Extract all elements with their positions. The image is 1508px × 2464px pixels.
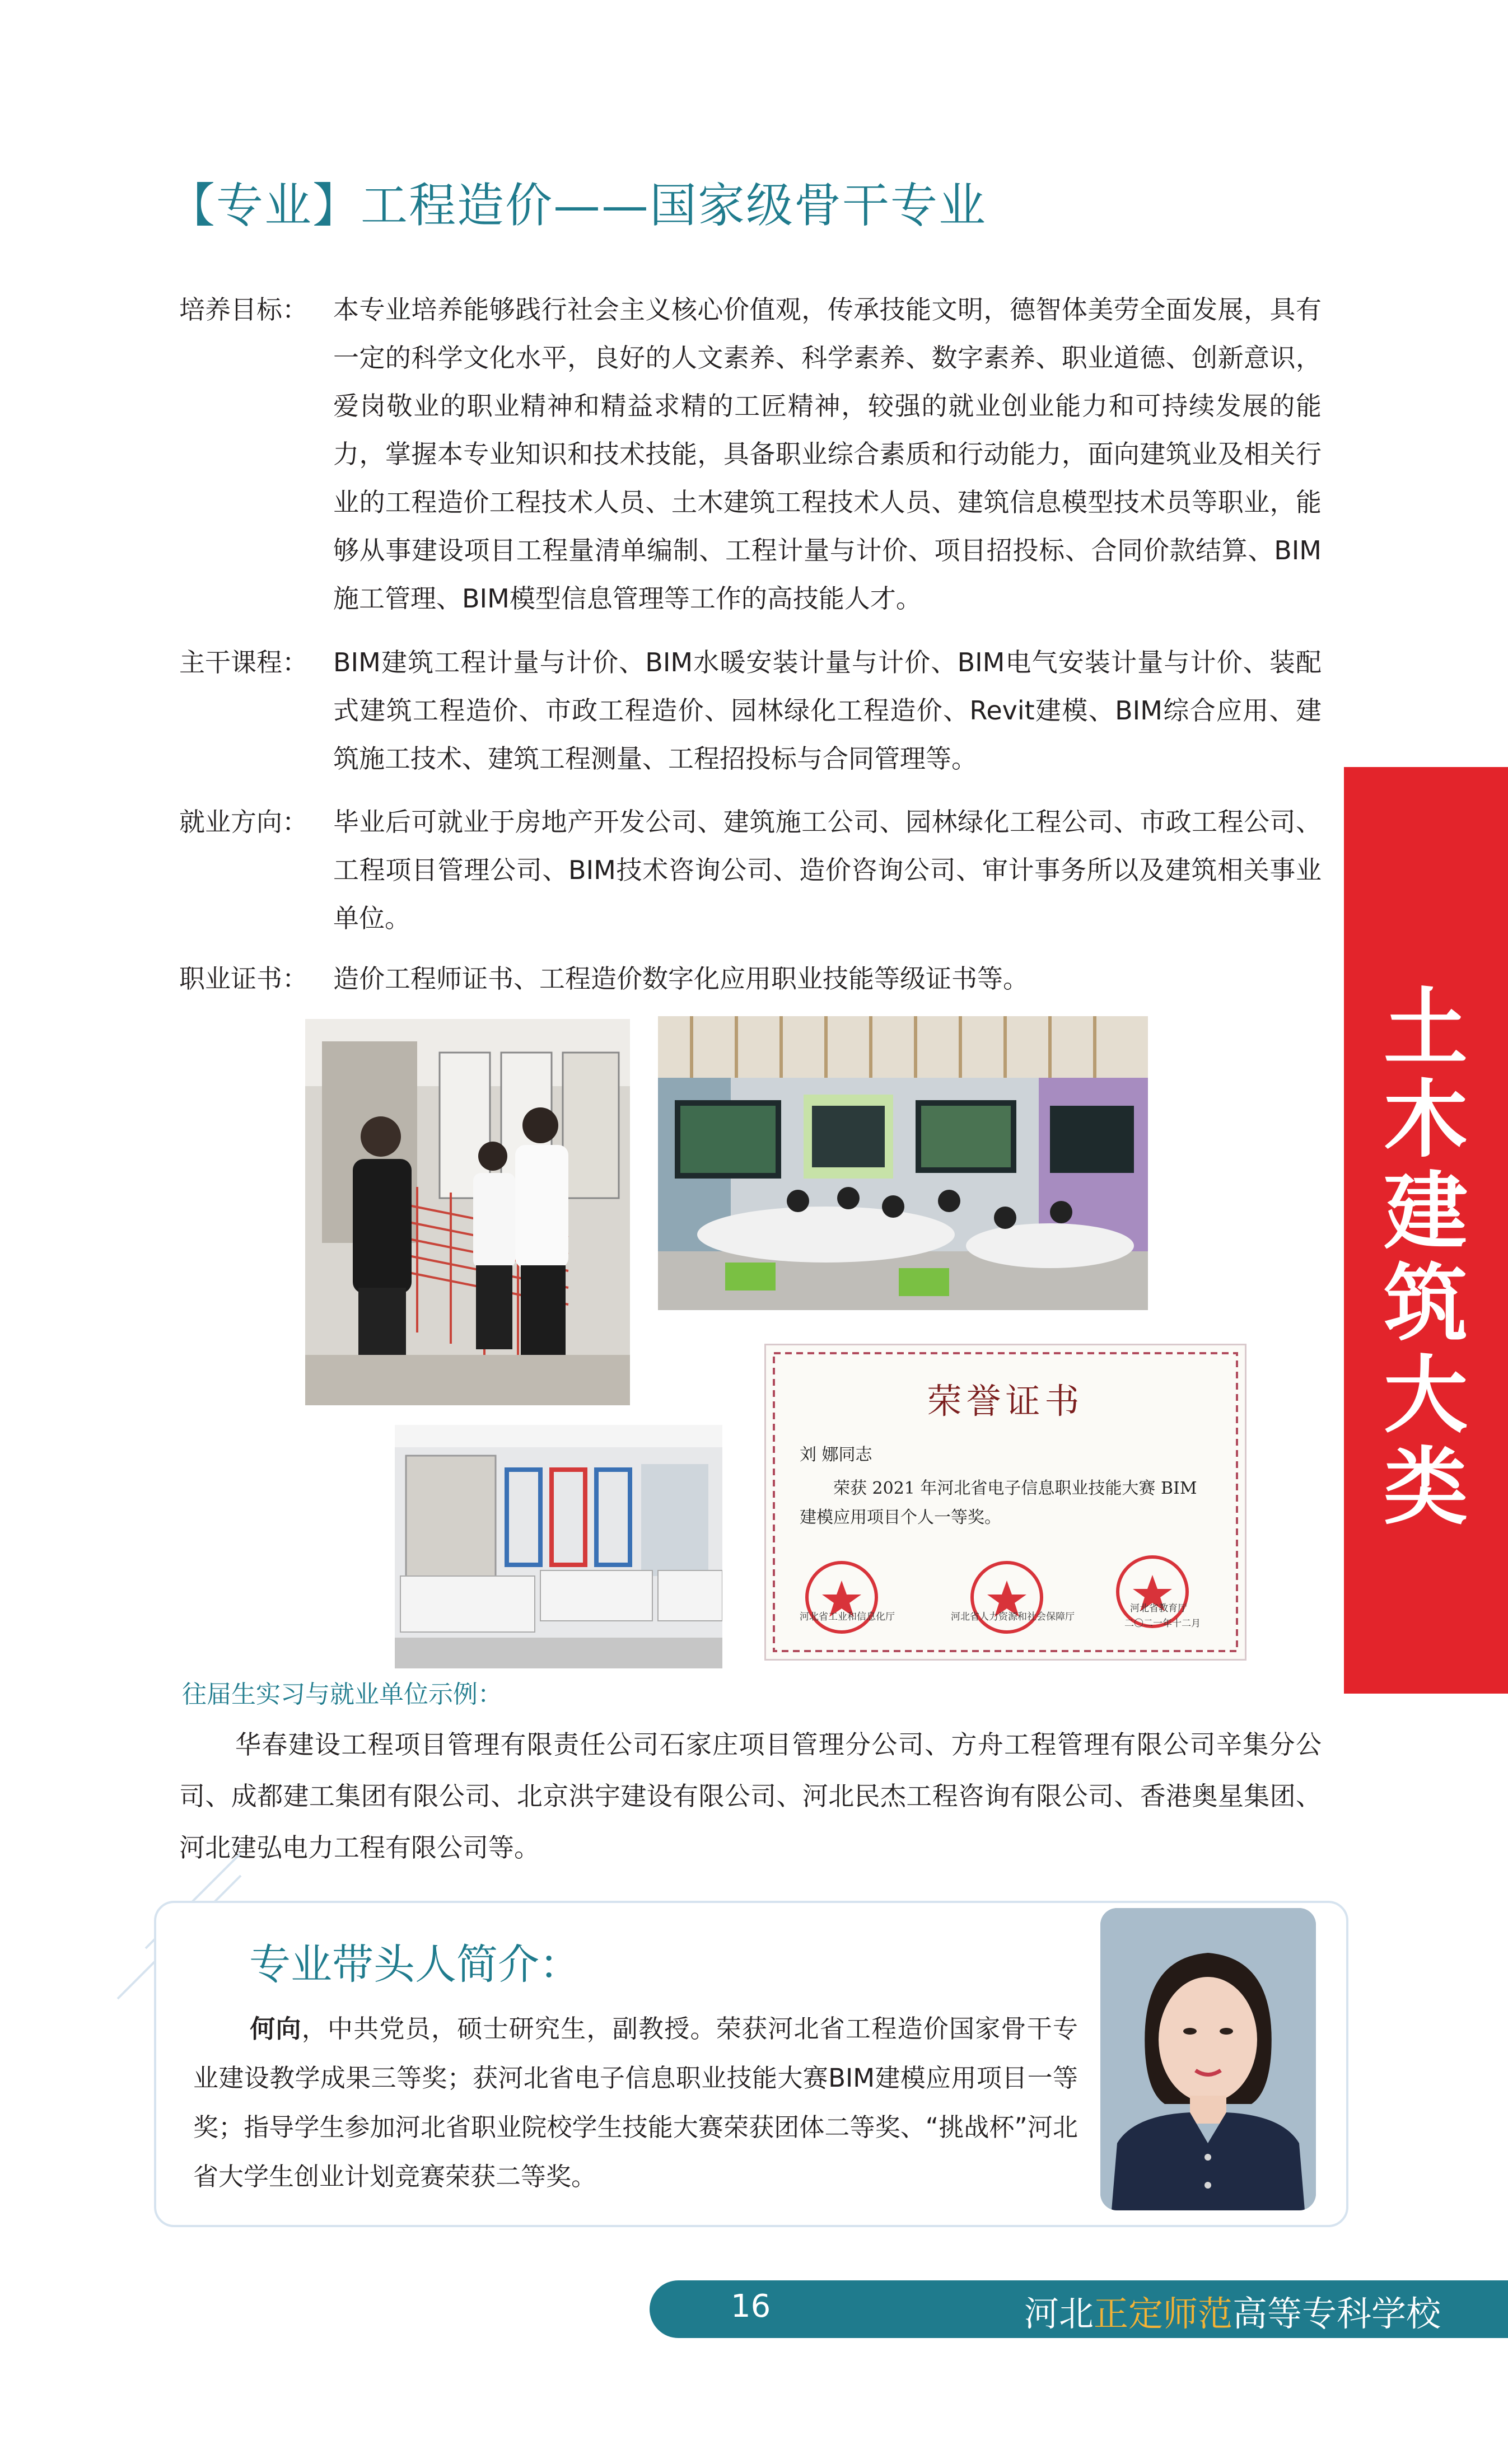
category-label: 土木建筑大类 <box>1383 980 1468 1536</box>
photo-computer-lab <box>658 1016 1148 1310</box>
page-title: 【专业】工程造价——国家级骨干专业 <box>168 178 987 233</box>
intern-text: 华春建设工程项目管理有限责任公司石家庄项目管理分公司、方舟工程管理有限公司辛集分公司、成都建工集团有限公司、北京洪宇建设有限公司、河北民杰工程咨询有限公司、香港奥星集团、河北建弘电力工程有限公司等。 <box>179 1729 1322 1863</box>
certificate-issuer-1: 河北省工业和信息化厅 <box>800 1611 895 1623</box>
leader-photo <box>1100 1908 1316 2210</box>
certificate-issuer-2: 河北省人力资源和社会保障厅 <box>951 1611 1075 1623</box>
section-text: 本专业培养能够践行社会主义核心价值观，传承技能文明，德智体美劳全面发展，具有一定的科学文化水平，良好的人文素养、科学素养、数字素养、职业道德、创新意识，爱岗敬业的职业精神和精益求精的工匠精神，较强的就业创业能力和可持续发展的能力，掌握本专业知识和技术技能，具备职业综合素质和行动能力，面向建筑业及相关行业的工程造价工程技术人员、土木建筑工程技术人员、建筑信息模型技术员等职业，能够从事建设项目工程量清单编制、工程计量与计价、项目招投标、合同价款结算、BIM施工管理、BIM模型信息管理等工作的高技能人才。 <box>333 294 1322 614</box>
section-text: BIM建筑工程计量与计价、BIM水暖安装计量与计价、BIM电气安装计量与计价、装配式建筑工程造价、市政工程造价、园林绿化工程造价、Revit建模、BIM综合应用、建筑施工技术、建筑工程测量、工程招投标与合同管理等。 <box>333 647 1322 774</box>
section-label: 职业证书： <box>179 964 308 994</box>
section-career <box>179 798 1322 942</box>
certificate-date: 二〇二一年十二月 <box>1124 1618 1201 1629</box>
section-training-goal <box>179 286 1322 623</box>
intern-title: 往届生实习与就业单位示例： <box>182 1680 502 1709</box>
section-label: 就业方向： <box>179 807 308 837</box>
school-name: 河北正定师范高等专科学校 <box>1024 2293 1441 2334</box>
section-core-courses <box>179 638 1322 783</box>
certificate-issuer-3: 河北省教育厅 <box>1130 1603 1187 1614</box>
section-text: 毕业后可就业于房地产开发公司、建筑施工公司、园林绿化工程公司、市政工程公司、工程项目管理公司、BIM技术咨询公司、造价咨询公司、审计事务所以及建筑相关事业单位。 <box>333 807 1322 933</box>
leader-title: 专业带头人简介： <box>249 1941 581 1989</box>
section-label: 培养目标： <box>179 294 308 325</box>
leader-name: 何向 <box>249 2014 302 2044</box>
school-name-highlight: 正定师范 <box>1093 2293 1232 2334</box>
page-number: 16 <box>731 2288 771 2325</box>
leader-description: ，中共党员，硕士研究生，副教授。荣获河北省工程造价国家骨干专业建设教学成果三等奖；获河北省电子信息职业技能大赛BIM建模应用项目一等奖；指导学生参加河北省职业院校学生技能大赛荣获团体二等奖、“挑战杯”河北省大学生创业计划竞赛荣获二等奖。 <box>193 2014 1078 2191</box>
footer-bar <box>650 2280 1508 2338</box>
photo-rebar-lab <box>305 1019 630 1405</box>
section-certificates <box>179 955 1322 1003</box>
certificate-image <box>764 1344 1246 1661</box>
section-label: 主干课程： <box>179 647 308 677</box>
section-text: 造价工程师证书、工程造价数字化应用职业技能等级证书等。 <box>333 964 1029 994</box>
leader-text <box>193 2004 1078 2201</box>
certificate-recipient: 刘 娜同志 <box>800 1445 872 1465</box>
category-sidebar <box>1344 767 1508 1694</box>
certificate-body: 荣获 2021 年河北省电子信息职业技能大赛 BIM 建模应用项目个人一等奖。 <box>800 1479 1197 1527</box>
certificate-title: 荣誉证书 <box>927 1381 1084 1422</box>
photo-training-room <box>395 1425 722 1668</box>
